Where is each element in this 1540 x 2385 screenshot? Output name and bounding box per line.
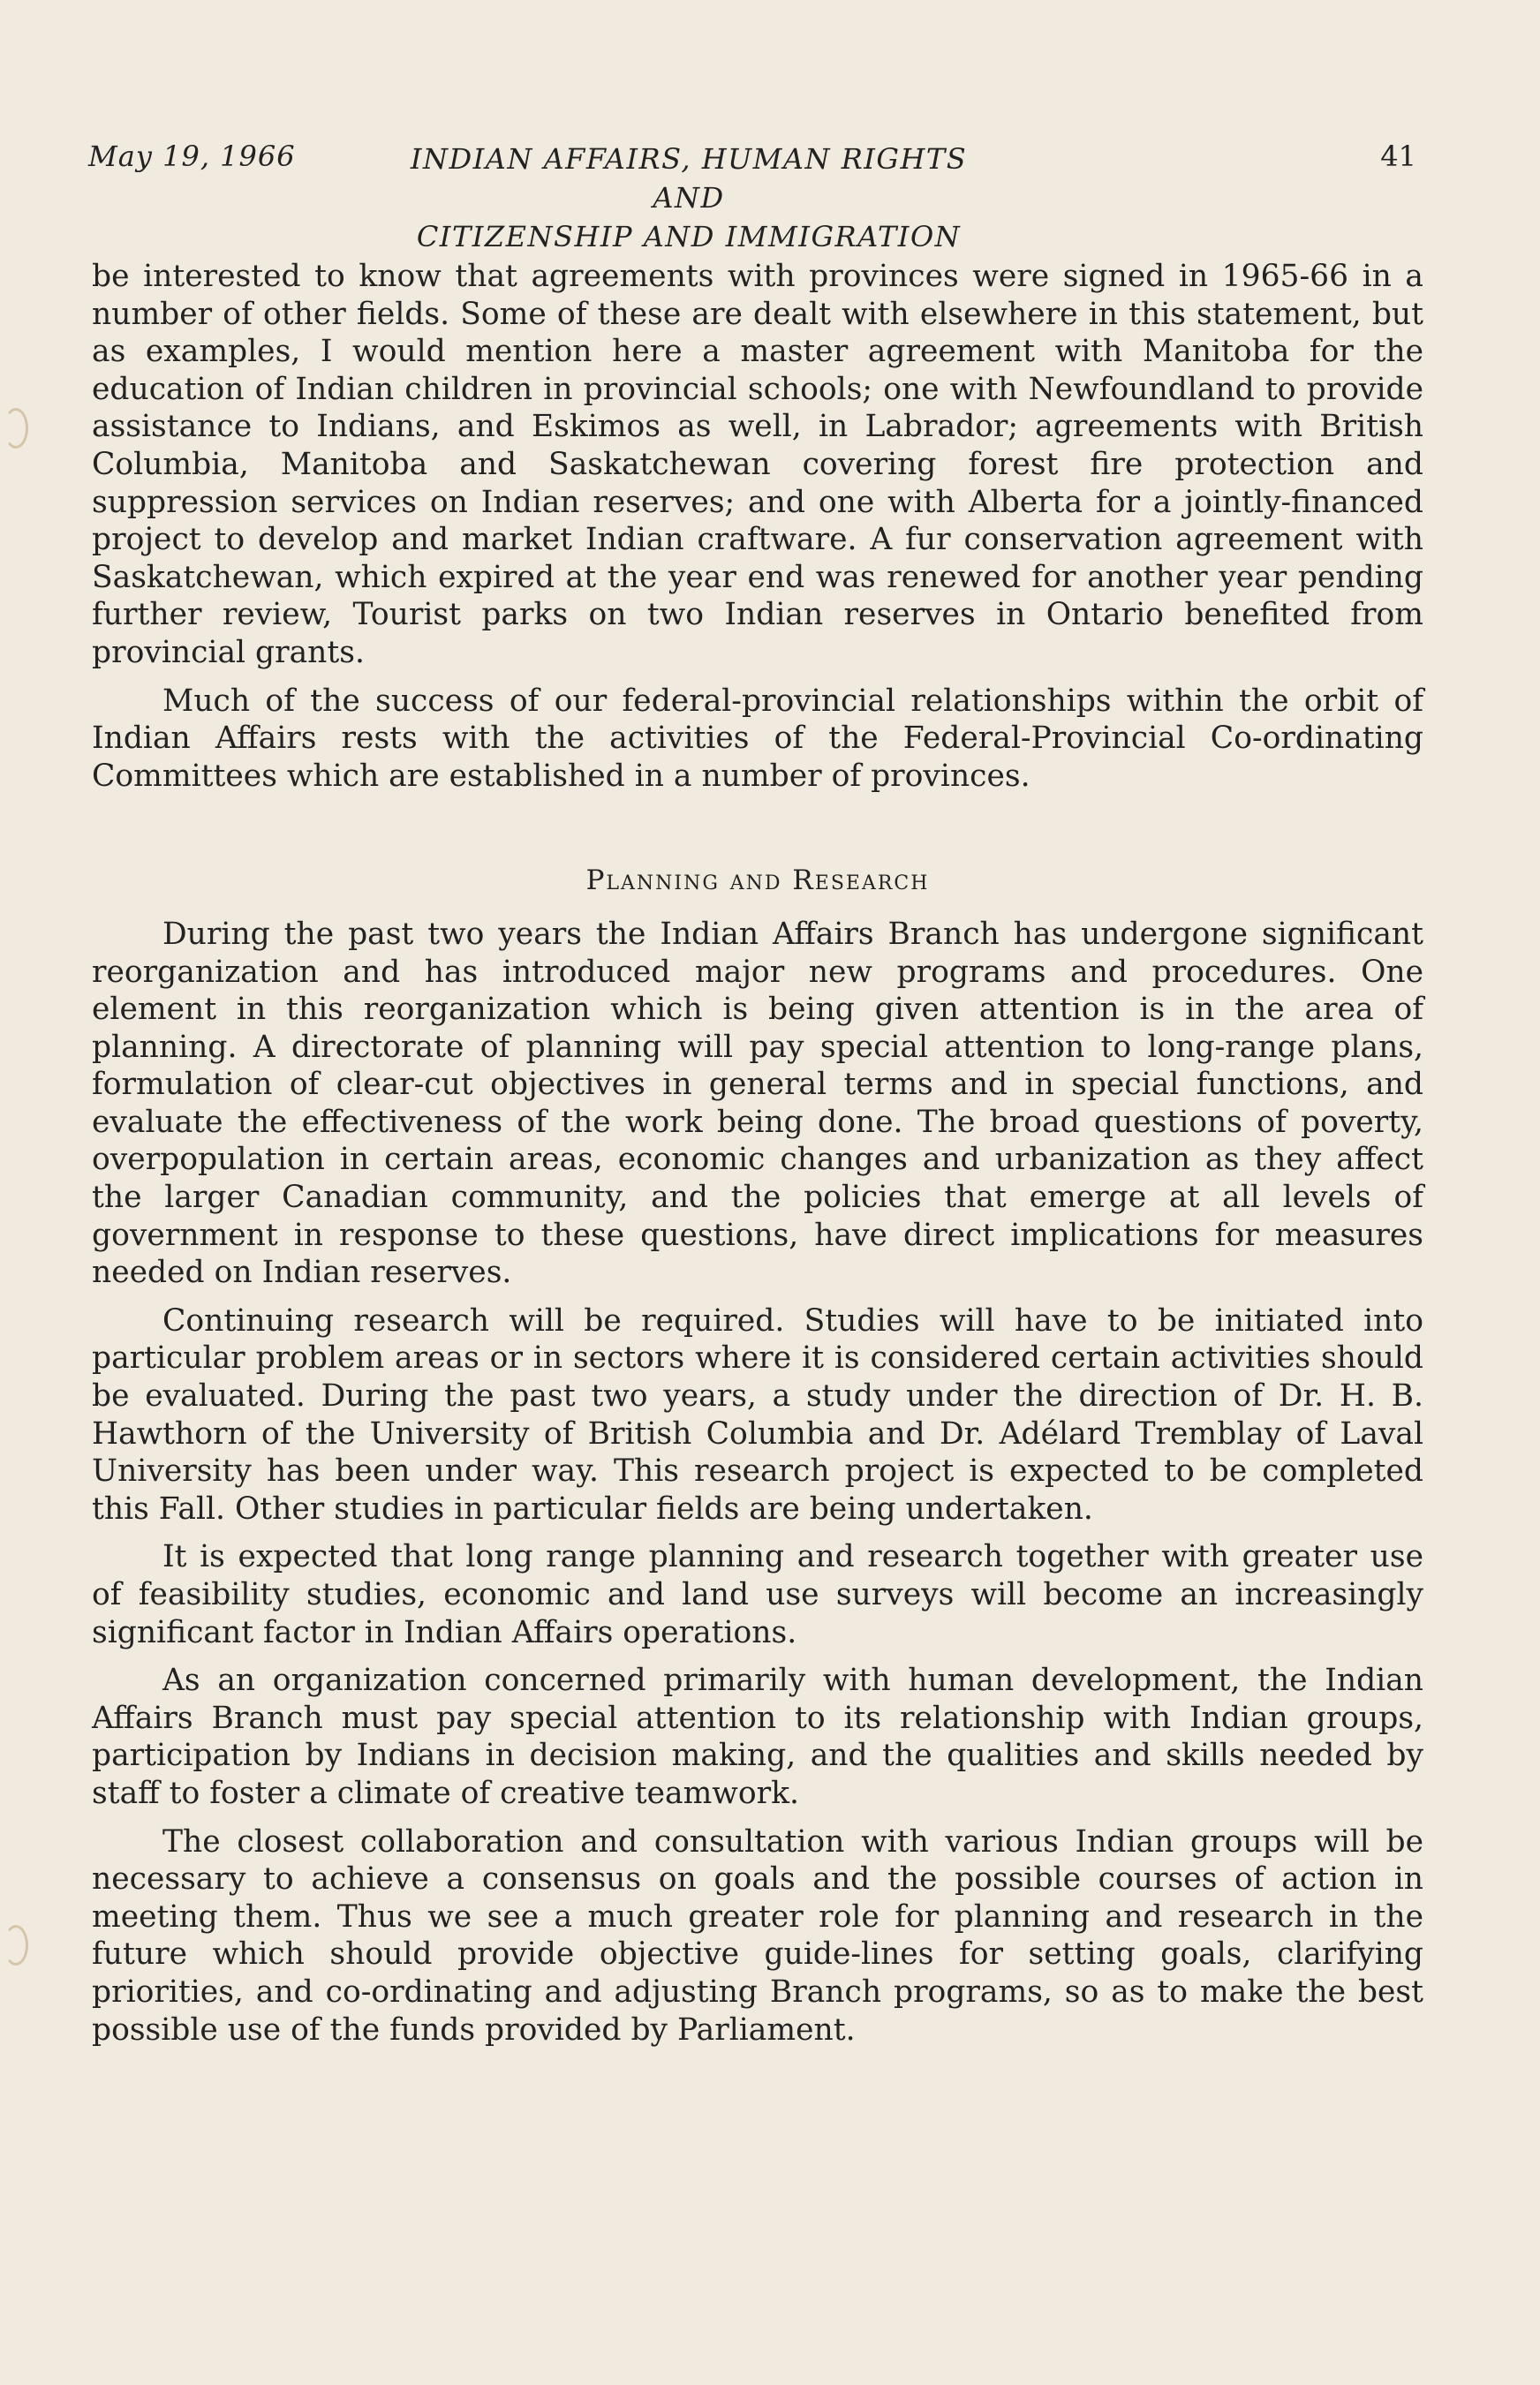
- body-paragraph: The closest collaboration and consultation with various Indian groups will be necessary to achieve a consensus on goals and the possible courses of action in meeting them. Thus we see a much greater role for planning and research in the future which should provide objective guide-lines for setting goals, clarifying priorities, and co-ordinating and adjusting Branch programs, so as to make the best possible use of the funds provided by Parliament.: [92, 1823, 1423, 2048]
- body-paragraph: Much of the success of our federal-provincial relationships within the orbit of Indian Affairs rests with the activities of the Federal-Provincial Co-ordinating Committees which are established in a number of provinces.: [92, 683, 1423, 794]
- header-title-line2: CITIZENSHIP AND IMMIGRATION: [416, 220, 962, 253]
- body-paragraph: It is expected that long range planning and research together with greater use of feasibility studies, economic and land use surveys will become an increasingly significant factor in Indian Affairs operations.: [92, 1539, 1423, 1650]
- section-heading: Planning and Research: [585, 864, 930, 897]
- body-paragraph: Continuing research will be required. Studies will have to be initiated into particular problem areas or in sectors where it is considered certain activities should be evaluated. During the past two years, a study under the direction of Dr. H. B. Hawthorn of the University of British Columbia and Dr. Adélard Tremblay of Laval University has been under way. This research project is expected to be completed this Fall. Other studies in particular fields are being undertaken.: [92, 1302, 1423, 1527]
- binding-hole-mark: [4, 1925, 28, 1966]
- body-paragraph: During the past two years the Indian Affairs Branch has undergone significant reorganization and has introduced major new programs and procedures. One element in this reorganization which is being given attention is in the area of planning. A directorate of planning will pay special attention to long-range plans, formulation of clear-cut objectives in general terms and in special functions, and evaluate the effectiveness of the work being done. The broad questions of poverty, overpopulation in certain areas, economic changes and urbanization as they affect the larger Canadian community, and the policies that emerge at all levels of government in response to these questions, have direct implications for measures needed on Indian reserves.: [92, 916, 1423, 1291]
- header-title-line1: INDIAN AFFAIRS, HUMAN RIGHTS AND: [410, 142, 968, 215]
- page-body: [92, 258, 1423, 2059]
- body-paragraph: be interested to know that agreements with provinces were signed in 1965-66 in a number of other fields. Some of these are dealt with elsewhere in this statement, but as examples, I would mention here a master agreement with Manitoba for the education of Indian children in provincial schools; one with Newfoundland to provide assistance to Indians, and Eskimos as well, in Labrador; agreements with British Columbia, Manitoba and Saskatchewan covering forest fire protection and suppression services on Indian reserves; and one with Alberta for a jointly-financed project to develop and market Indian craftware. A fur conservation agreement with Saskatchewan, which expired at the year end was renewed for another year pending further review, Tourist parks on two Indian reserves in Ontario benefited from provincial grants.: [92, 259, 1423, 670]
- body-paragraph: As an organization concerned primarily with human development, the Indian Affairs Branch must pay special attention to its relationship with Indian groups, participation by Indians in decision making, and the qualities and skills needed by staff to foster a climate of creative teamwork.: [92, 1663, 1423, 1811]
- header-date: May 19, 1966: [88, 140, 296, 173]
- binding-hole-mark: [4, 408, 28, 449]
- header-title: [389, 140, 989, 256]
- running-header: [88, 140, 1416, 253]
- page-number: 41: [1380, 140, 1416, 173]
